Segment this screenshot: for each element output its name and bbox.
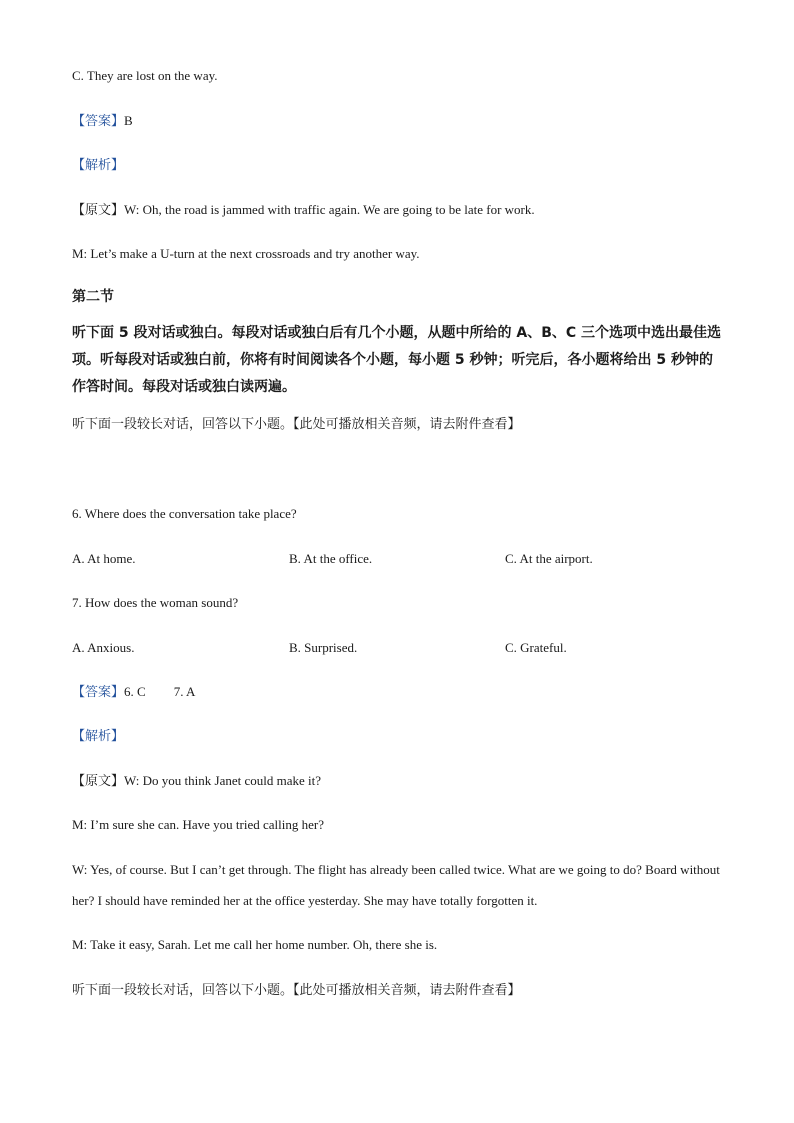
question-6: 6. Where does the conversation take place? [72, 506, 297, 521]
answer-2 [72, 683, 195, 702]
original-2-m1: M: I’m sure she can. Have you tried calling her? [72, 817, 324, 832]
original-tag: 【原文】 [72, 774, 125, 789]
original-text: W: Oh, the road is jammed with traffic again. We are going to be late for work. [124, 202, 535, 217]
original-1-m: M: Let’s make a U-turn at the next crossroads and try another way. [72, 246, 420, 261]
section-title: 第二节 [72, 289, 114, 305]
q5-option-c: C. They are lost on the way. [72, 68, 218, 83]
q6-option-a: A. At home. [72, 551, 136, 566]
q7-option-b: B. Surprised. [289, 640, 358, 655]
q7-option-c: C. Grateful. [505, 640, 567, 655]
answer-tag: 【答案】 [72, 685, 125, 700]
original-tag: 【原文】 [72, 203, 125, 218]
analysis-tag: 【解析】 [72, 158, 125, 173]
q7-option-a: A. Anxious. [72, 640, 135, 655]
original-2-w1 [72, 772, 321, 791]
answer-value-6: 6. C [124, 684, 146, 699]
original-text: W: Do you think Janet could make it? [124, 773, 322, 788]
answer-1 [72, 112, 133, 131]
original-2-m2: M: Take it easy, Sarah. Let me call her home number. Oh, there she is. [72, 937, 438, 952]
listen-prompt-2: 听下面一段较长对话，回答以下小题。【此处可播放相关音频，请去附件查看】 [72, 983, 521, 998]
answer-value: B [124, 113, 133, 128]
q6-option-c: C. At the airport. [505, 551, 593, 566]
listen-prompt-1: 听下面一段较长对话，回答以下小题。【此处可播放相关音频，请去附件查看】 [72, 417, 521, 432]
original-1 [72, 201, 535, 220]
section-instructions: 听下面 5 段对话或独白。每段对话或独白后有几个小题，从题中所给的 A、B、C 三个选项中选出最佳选项。听每段对话或独白前，你将有时间阅读各个小题，每小题 5 秒钟；听完后，各小题将给出 5 秒钟的作答时间。每段对话或独白读两遍。 [72, 325, 722, 395]
answer-value-7: 7. A [173, 684, 196, 699]
answer-tag: 【答案】 [72, 114, 125, 129]
original-2-w2: W: Yes, of course. But I can’t get through. The flight has already been called twice. What are we going to do? Board without her? I should have reminded her at the office yesterday. She may have totally forgotten it. [72, 862, 720, 908]
q6-option-b: B. At the office. [289, 551, 373, 566]
question-7: 7. How does the woman sound? [72, 595, 239, 610]
analysis-2 [72, 727, 124, 746]
analysis-1 [72, 156, 124, 175]
analysis-tag: 【解析】 [72, 729, 125, 744]
